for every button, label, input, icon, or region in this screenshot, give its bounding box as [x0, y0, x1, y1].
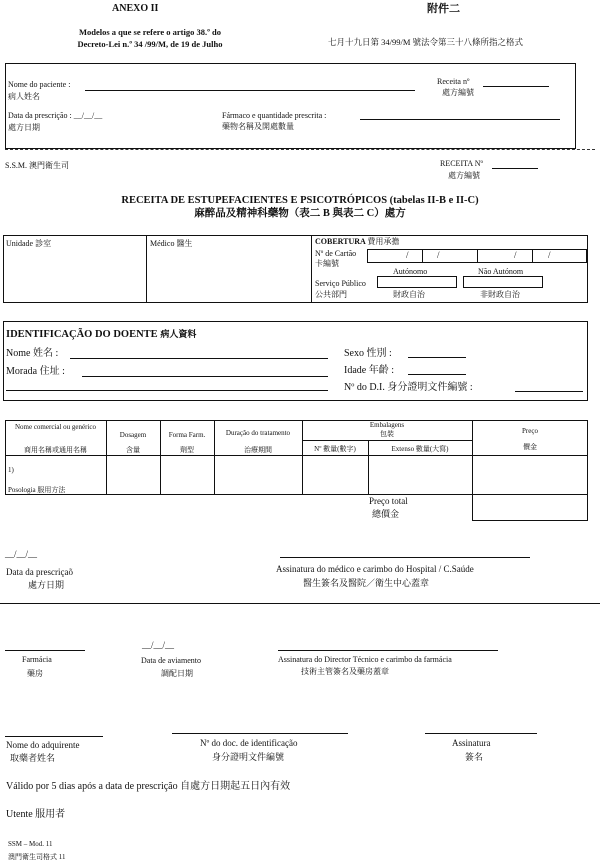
nao-autonomo-cn: 非財政自治: [480, 290, 520, 299]
pharmacist-signature-cn: 技術主管簽名及藥房蓋章: [301, 667, 389, 676]
identification-title: IDENTIFICAÇÃO DO DOENTE 病人資料: [6, 329, 197, 340]
card-sep-2: [477, 249, 478, 263]
dispense-date-cn: 調配日期: [161, 669, 193, 678]
idade-line[interactable]: [408, 374, 466, 375]
validity-note: Válido por 5 dias após a data de prescrição 自處方日期起五日內有效: [6, 781, 291, 792]
unit-divider-1: [146, 235, 147, 303]
col-duration-header: Duração do tratamento: [225, 429, 291, 437]
doctor-signature-line[interactable]: [280, 557, 530, 558]
morada-label: Morada 住址 :: [6, 366, 65, 377]
col-number-header: Nº 數量(數字): [314, 445, 356, 453]
col-dose-header: Dosagem: [119, 431, 147, 439]
buyer-name-line[interactable]: [5, 736, 103, 737]
cartao-label: Nº de Cartão: [315, 249, 357, 258]
pharmacy-line[interactable]: [5, 650, 85, 651]
card-slash: /: [406, 250, 409, 260]
buyer-doc-label: Nº do doc. de identificação: [200, 738, 298, 748]
patient-name-cn: 病人姓名: [8, 92, 40, 101]
col-pack-cn: 包裝: [380, 430, 394, 438]
nao-autonomo-label: Não Autónom: [478, 267, 524, 276]
decree-cn: 七月十九日第 34/99/M 號法令第三十八條所指之格式: [328, 37, 524, 47]
prescription-date-cn: 處方日期: [28, 580, 65, 590]
morada-line-2[interactable]: [6, 390, 328, 391]
idade-label: Idade 年齡 :: [344, 365, 394, 376]
cut-line: [5, 149, 595, 150]
utente-label: Utente 服用者: [6, 809, 66, 820]
buyer-name-label: Nome do adquirente: [6, 740, 80, 750]
decree-line-1: Modelos a que se refere o artigo 38.º do: [78, 27, 221, 37]
autonomo-cn: 財政自治: [393, 290, 425, 299]
stub-date-cn: 處方日期: [8, 123, 40, 132]
card-sep-1: [422, 249, 423, 263]
recipe-no-line[interactable]: [483, 86, 549, 87]
row-1-index: 1): [8, 466, 14, 474]
form-model: SSM – Mod. 11: [8, 840, 53, 848]
col-pack-header: Embalagens: [369, 421, 405, 429]
buyer-signature-line[interactable]: [425, 733, 537, 734]
di-line[interactable]: [515, 391, 583, 392]
table-header-bottom: [5, 455, 588, 456]
di-label: Nº do D.I. 身分證明文件編號 :: [344, 382, 473, 393]
ssm-label: S.S.M. 澳門衛生司: [5, 161, 70, 170]
buyer-signature-cn: 簽名: [465, 752, 484, 762]
patient-name-label: Nome do paciente :: [8, 80, 71, 89]
pharmacist-signature-line[interactable]: [278, 650, 498, 651]
pharmacist-signature-label: Assinatura do Director Técnico e carimbo da farmácia: [278, 655, 452, 664]
col-extenso-header: Extenso 數量(大寫): [391, 445, 449, 453]
prescription-date-label: Data da prescriçaõ: [6, 567, 73, 577]
col-form-header: Forma Farm.: [168, 431, 206, 439]
ssm-recipe-line[interactable]: [492, 168, 538, 169]
posologia-label: Posologia 服用方法: [8, 486, 66, 494]
form-title-cn: 麻醉品及精神科藥物（表二 B 與表二 C）處方: [194, 208, 406, 219]
col-name-cn: 商用名稱或通用名稱: [24, 446, 87, 454]
buyer-doc-cn: 身分證明文件編號: [212, 752, 285, 762]
card-slash: /: [548, 250, 551, 260]
annex-title: ANEXO II: [112, 3, 159, 14]
farmacia-cn: 藥房: [27, 669, 43, 678]
cobertura-label: COBERTURA 費用承擔: [315, 237, 400, 246]
farmacia-label: Farmácia: [22, 655, 52, 664]
stub-date-label: Data da prescrição : __/__/__: [8, 111, 103, 120]
buyer-doc-line[interactable]: [172, 733, 348, 734]
col-price-cn: 價金: [523, 443, 537, 451]
sexo-line[interactable]: [408, 357, 466, 358]
servico-label: Serviço Público: [315, 279, 366, 288]
medico-label: Médico 醫生: [150, 239, 193, 248]
nome-line[interactable]: [70, 358, 328, 359]
servico-cn: 公共部門: [315, 290, 347, 299]
doctor-signature-cn: 醫生簽名及醫院／衛生中心蓋章: [303, 578, 430, 588]
buyer-signature-label: Assinatura: [452, 738, 491, 748]
nao-autonomo-checkbox[interactable]: [463, 276, 543, 288]
col-name-header: Nome comercial ou genérico: [14, 423, 97, 431]
autonomo-checkbox[interactable]: [377, 276, 457, 288]
annex-title-cn: 附件二: [427, 3, 460, 15]
pack-split: [302, 440, 472, 441]
form-title: RECEITA DE ESTUPEFACIENTES E PSICOTRÓPICOS (tabelas II-B e II-C): [121, 195, 479, 206]
drug-line[interactable]: [360, 119, 560, 120]
unit-divider-2: [311, 235, 312, 303]
total-price-cn: 總價金: [372, 509, 400, 519]
form-model-cn: 澳門衛生司格式 11: [8, 853, 66, 861]
recipe-no-cn: 處方編號: [442, 88, 474, 97]
stub-box: [5, 63, 576, 149]
morada-line[interactable]: [82, 376, 328, 377]
card-sep-3: [532, 249, 533, 263]
col-duration-cn: 治療期間: [244, 446, 272, 454]
cartao-cn: 卡編號: [315, 259, 339, 268]
total-price-label: Preço total: [369, 496, 408, 506]
recipe-no-label: Receita nº: [437, 77, 470, 86]
ssm-recipe-cn: 處方編號: [448, 171, 480, 180]
doctor-signature-label: Assinatura do médico e carimbo do Hospital / C.Saúde: [276, 564, 474, 574]
dispense-date-line[interactable]: __/__/__: [142, 640, 175, 650]
autonomo-label: Autónomo: [393, 267, 428, 276]
drug-label: Fármaco e quantidade prescrita :: [222, 111, 327, 120]
prescription-date-line[interactable]: __/__/__: [5, 549, 38, 559]
dispense-date-label: Data de aviamento: [141, 656, 201, 665]
total-price-field[interactable]: [472, 494, 588, 521]
col-form-cn: 劑型: [180, 446, 194, 454]
drug-cn: 藥物名稱及開處數量: [222, 122, 294, 131]
col-price-header: Preço: [522, 427, 538, 435]
card-slash: /: [514, 250, 517, 260]
sexo-label: Sexo 性別 :: [344, 348, 392, 359]
nome-label: Nome 姓名 :: [6, 348, 59, 359]
ssm-recipe-label: RECEITA Nº: [440, 159, 483, 168]
unidade-label: Unidade 診室: [6, 239, 52, 248]
section-divider: [0, 603, 600, 604]
buyer-name-cn: 取藥者姓名: [10, 753, 56, 763]
patient-name-line[interactable]: [85, 90, 415, 91]
col-dose-cn: 含量: [126, 446, 140, 454]
card-slash: /: [437, 250, 440, 260]
decree-line-2: Decreto-Lei n.º 34 /99/M, de 19 de Julho: [77, 39, 223, 49]
